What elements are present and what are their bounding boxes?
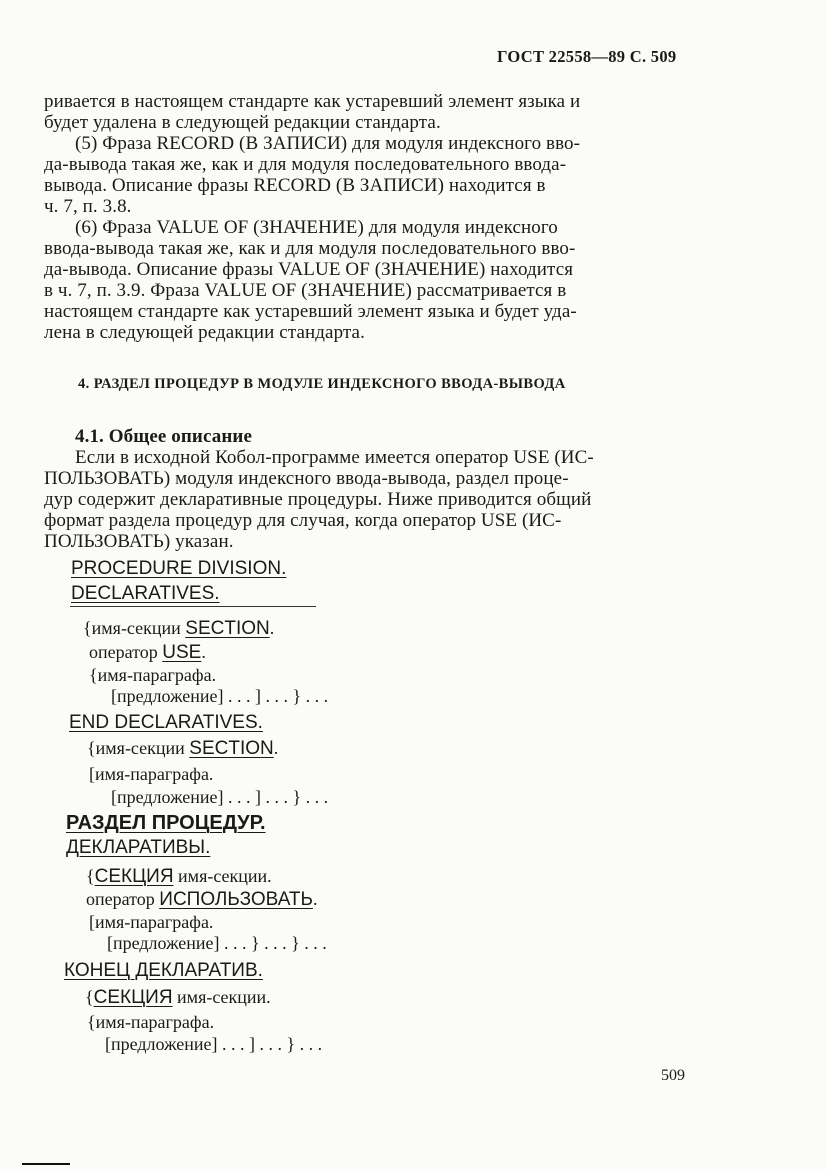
format-ru-use-statement <box>86 889 317 911</box>
brace: { <box>85 987 94 1007</box>
format-use-statement <box>89 642 206 664</box>
period: . <box>312 889 318 909</box>
text-line: будет удалена в следующей редакции стандарта. <box>44 112 441 133</box>
text-line: в ч. 7, п. 3.9. Фраза VALUE OF (ЗНАЧЕНИЕ) рассматривается в <box>44 280 567 301</box>
text-line: Если в исходной Кобол-программе имеется оператор USE (ИС- <box>75 447 594 468</box>
section-heading: 4. РАЗДЕЛ ПРОЦЕДУР В МОДУЛЕ ИНДЕКСНОГО ВВОДА-ВЫВОДА <box>78 376 566 392</box>
text-line: ПОЛЬЗОВАТЬ) модуля индексного ввода-вывода, раздел проце- <box>44 468 569 489</box>
format-divider <box>70 606 316 607</box>
period: . <box>201 642 206 662</box>
keyword-section-ru: СЕКЦИЯ <box>94 866 174 887</box>
running-header: ГОСТ 22558—89 С. 509 <box>497 47 677 66</box>
keyword-use-ru: ИСПОЛЬЗОВАТЬ <box>159 889 313 910</box>
format-ru-end-declaratives: КОНЕЦ ДЕКЛАРАТИВ. <box>64 960 263 981</box>
format-ru-sentence: [предложение] . . . } . . . } . . . <box>107 933 327 953</box>
format-ru-decl-section <box>86 866 272 888</box>
format-procedure-division: PROCEDURE DIVISION. <box>71 558 287 579</box>
text-line: формат раздела процедур для случая, когда оператор USE (ИС- <box>44 510 562 531</box>
keyword-section-ru: СЕКЦИЯ <box>93 987 173 1008</box>
format-ru-sentence: [предложение] . . . ] . . . } . . . <box>105 1034 323 1054</box>
section-name: имя-секции. <box>172 987 271 1007</box>
page-number: 509 <box>661 1067 685 1084</box>
format-ru-declaratives: ДЕКЛАРАТИВЫ. <box>66 837 211 858</box>
text-line: дур содержит декларативные процедуры. Ниже приводится общий <box>44 489 592 510</box>
format-sentence: [предложение] . . . ] . . . } . . . <box>111 686 329 706</box>
text-line: настоящем стандарте как устаревший элемент языка и будет уда- <box>44 301 577 322</box>
text-line: да-вывода такая же, как и для модуля последовательного ввода- <box>44 154 567 175</box>
section-name: {имя-секции <box>83 618 186 638</box>
format-paragraph-name: [имя-параграфа. <box>89 764 214 784</box>
section-name: имя-секции. <box>173 866 272 886</box>
statement-word: оператор <box>86 889 160 909</box>
keyword-section: SECTION <box>189 738 274 759</box>
format-end-declaratives: END DECLARATIVES. <box>69 712 263 733</box>
statement-word: оператор <box>89 642 163 662</box>
format-declaratives: DECLARATIVES. <box>71 583 220 604</box>
text-line: ривается в настоящем стандарте как устаревший элемент языка и <box>44 91 581 112</box>
section-name: {имя-секции <box>87 738 190 758</box>
text-line: ч. 7, п. 3.8. <box>44 196 132 217</box>
format-decl-section <box>83 618 274 640</box>
text-line: ПОЛЬЗОВАТЬ) указан. <box>44 531 234 552</box>
text-line: лена в следующей редакции стандарта. <box>44 322 365 343</box>
format-ru-procedure-division: РАЗДЕЛ ПРОЦЕДУР. <box>66 812 266 834</box>
brace: { <box>86 866 95 886</box>
format-section <box>87 738 278 760</box>
format-sentence: [предложение] . . . ] . . . } . . . <box>111 787 329 807</box>
format-ru-paragraph-name: {имя-параграфа. <box>87 1012 215 1032</box>
text-line: (6) Фраза VALUE OF (ЗНАЧЕНИЕ) для модуля индексного <box>75 217 558 238</box>
period: . <box>269 618 275 638</box>
format-paragraph-name: {имя-параграфа. <box>89 665 217 685</box>
format-ru-section <box>85 987 271 1009</box>
keyword-section: SECTION <box>185 618 270 639</box>
format-ru-paragraph-name: [имя-параграфа. <box>89 912 214 932</box>
text-line: вывода. Описание фразы RECORD (В ЗАПИСИ) находится в <box>44 175 546 196</box>
period: . <box>273 738 279 758</box>
keyword-use: USE <box>162 642 202 663</box>
text-line: да-вывода. Описание фразы VALUE OF (ЗНАЧЕНИЕ) находится <box>44 259 574 280</box>
scan-edge-mark <box>22 1163 70 1165</box>
subsection-heading: 4.1. Общее описание <box>75 426 252 447</box>
text-line: (5) Фраза RECORD (В ЗАПИСИ) для модуля индексного вво- <box>75 133 581 154</box>
text-line: ввода-вывода такая же, как и для модуля последовательного вво- <box>44 238 576 259</box>
